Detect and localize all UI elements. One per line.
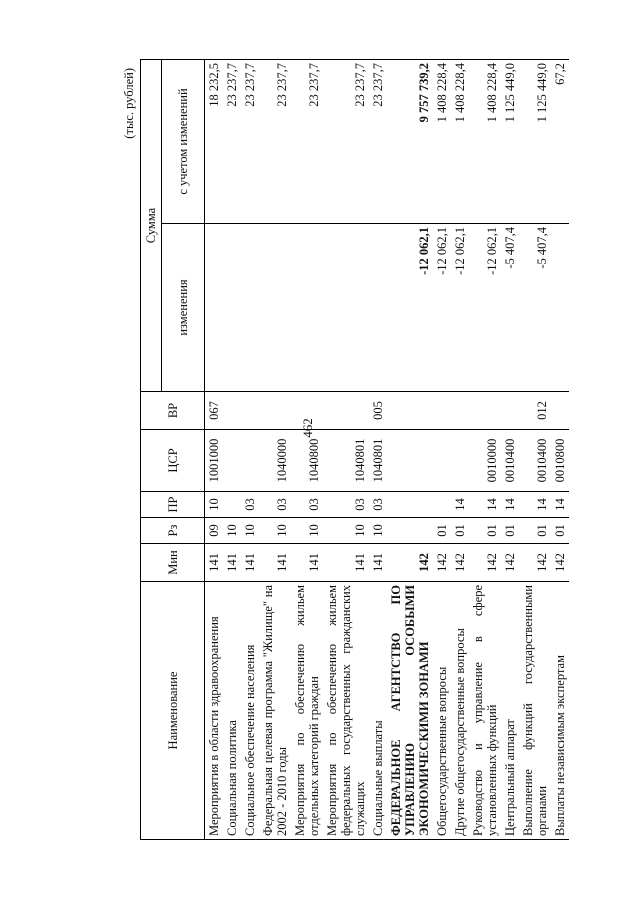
- row-changes: [323, 224, 369, 392]
- row-rz: 01: [501, 518, 519, 544]
- row-rz: 10: [223, 518, 241, 544]
- row-changes: -5 407,4: [519, 224, 551, 392]
- row-pr: 10: [205, 492, 224, 518]
- row-pr: [223, 492, 241, 518]
- header-pr: ПР: [141, 492, 205, 518]
- header-rz: Рз: [141, 518, 205, 544]
- row-total: 1 408 228,4: [451, 60, 469, 224]
- table-row: [387, 60, 433, 840]
- row-name: Общегосударственные вопросы: [433, 582, 451, 840]
- table-row: [433, 60, 451, 840]
- row-total: 1 408 228,4: [469, 60, 501, 224]
- row-name: ФЕДЕРАЛЬНОЕ АГЕНТСТВО ПО УПРАВЛЕНИЮ ОСОБЫМИ ЭКОНОМИЧЕСКИМИ ЗОНАМИ: [387, 582, 433, 840]
- header-name: Наименование: [141, 582, 205, 840]
- units-label: (тыс. рублей): [122, 68, 136, 139]
- budget-table: [140, 59, 569, 840]
- row-vr: 067: [205, 392, 224, 430]
- row-name: Мероприятия в области здравоохранения: [205, 582, 224, 840]
- table-row: [551, 60, 569, 840]
- row-min: 141: [241, 544, 259, 582]
- row-total: 23 237,7: [259, 60, 291, 224]
- row-pr: 14: [519, 492, 551, 518]
- table-row: [469, 60, 501, 840]
- row-name: Руководство и управление в сфере установленных функций: [469, 582, 501, 840]
- row-csr: [451, 430, 469, 492]
- row-csr: 1001000: [205, 430, 224, 492]
- row-min: 141: [323, 544, 369, 582]
- row-min: 141: [205, 544, 224, 582]
- row-name: Федеральная целевая программа "Жилище" на 2002 - 2010 годы: [259, 582, 291, 840]
- row-vr: [433, 392, 451, 430]
- row-vr: [501, 392, 519, 430]
- row-total: 23 237,7: [241, 60, 259, 224]
- header-changes: изменения: [162, 224, 205, 392]
- row-rz: 10: [259, 518, 291, 544]
- row-pr: [387, 492, 433, 518]
- row-vr: [291, 392, 323, 430]
- row-csr: 1040801: [369, 430, 387, 492]
- header-with-changes: с учетом изменений: [162, 60, 205, 224]
- row-min: 142: [501, 544, 519, 582]
- row-name: Мероприятия по обеспечению жильем федеральных государственных гражданских служащих: [323, 582, 369, 840]
- row-name: Социальная политика: [223, 582, 241, 840]
- page-number: 462: [299, 418, 315, 438]
- row-min: 141: [259, 544, 291, 582]
- row-pr: 14: [469, 492, 501, 518]
- row-csr: 1040000: [259, 430, 291, 492]
- row-pr: 03: [323, 492, 369, 518]
- row-name: Социальное обеспечение населения: [241, 582, 259, 840]
- row-name: Другие общегосударственные вопросы: [451, 582, 469, 840]
- row-total: 1 125 449,0: [501, 60, 519, 224]
- table-row: [259, 60, 291, 840]
- row-vr: [223, 392, 241, 430]
- row-csr: [387, 430, 433, 492]
- table-row: [501, 60, 519, 840]
- row-changes: -12 062,1: [469, 224, 501, 392]
- row-csr: [433, 430, 451, 492]
- row-rz: 01: [433, 518, 451, 544]
- row-csr: 1040800: [291, 430, 323, 492]
- row-changes: [291, 224, 323, 392]
- table-row: [451, 60, 469, 840]
- row-changes: [551, 224, 569, 392]
- row-name: Выполнение функций государственными органами: [519, 582, 551, 840]
- row-vr: [241, 392, 259, 430]
- row-csr: [241, 430, 259, 492]
- rotated-document: [122, 60, 585, 840]
- row-min: 141: [291, 544, 323, 582]
- row-total: 23 237,7: [369, 60, 387, 224]
- row-changes: [241, 224, 259, 392]
- row-csr: 0010000: [469, 430, 501, 492]
- row-pr: 03: [241, 492, 259, 518]
- row-changes: [259, 224, 291, 392]
- row-pr: 14: [451, 492, 469, 518]
- row-rz: 01: [451, 518, 469, 544]
- row-changes: -5 407,4: [501, 224, 519, 392]
- row-changes: -12 062,1: [387, 224, 433, 392]
- row-pr: [433, 492, 451, 518]
- row-name: Центральный аппарат: [501, 582, 519, 840]
- row-total: 18 232,5: [205, 60, 224, 224]
- row-min: 142: [433, 544, 451, 582]
- row-rz: 10: [241, 518, 259, 544]
- row-rz: 01: [551, 518, 569, 544]
- row-pr: 14: [551, 492, 569, 518]
- row-rz: 01: [519, 518, 551, 544]
- row-name: Социальные выплаты: [369, 582, 387, 840]
- row-changes: -12 062,1: [433, 224, 451, 392]
- table-row: [205, 60, 224, 840]
- row-min: 141: [369, 544, 387, 582]
- row-total: 23 237,7: [223, 60, 241, 224]
- row-vr: [551, 392, 569, 430]
- row-vr: 012: [519, 392, 551, 430]
- row-vr: [323, 392, 369, 430]
- row-rz: 10: [369, 518, 387, 544]
- row-pr: 03: [259, 492, 291, 518]
- row-min: 142: [469, 544, 501, 582]
- row-total: 23 237,7: [323, 60, 369, 224]
- row-vr: [387, 392, 433, 430]
- row-vr: [259, 392, 291, 430]
- row-csr: 0010400: [519, 430, 551, 492]
- row-changes: -12 062,1: [451, 224, 469, 392]
- row-pr: 03: [369, 492, 387, 518]
- row-min: 142: [519, 544, 551, 582]
- row-changes: [223, 224, 241, 392]
- row-min: 142: [551, 544, 569, 582]
- row-rz: 09: [205, 518, 224, 544]
- row-total: 1 125 449,0: [519, 60, 551, 224]
- row-csr: [223, 430, 241, 492]
- header-sum: Сумма: [141, 60, 162, 392]
- row-min: 142: [451, 544, 469, 582]
- row-total: 67,2: [551, 60, 569, 224]
- row-vr: [469, 392, 501, 430]
- row-total: 23 237,7: [291, 60, 323, 224]
- row-csr: 0010400: [501, 430, 519, 492]
- row-csr: 0010800: [551, 430, 569, 492]
- table-row: [519, 60, 551, 840]
- table-row: [223, 60, 241, 840]
- row-changes: [205, 224, 224, 392]
- table-row: [291, 60, 323, 840]
- row-total: 1 408 228,4: [433, 60, 451, 224]
- row-csr: 1040801: [323, 430, 369, 492]
- table-row: [369, 60, 387, 840]
- header-min: Мин: [141, 544, 205, 582]
- row-total: 9 757 739,2: [387, 60, 433, 224]
- row-rz: 01: [469, 518, 501, 544]
- row-min: 141: [223, 544, 241, 582]
- header-vr: ВР: [141, 392, 205, 430]
- header-csr: ЦСР: [141, 430, 205, 492]
- row-pr: 14: [501, 492, 519, 518]
- row-name: Мероприятия по обеспечению жильем отдельных категорий граждан: [291, 582, 323, 840]
- row-changes: [369, 224, 387, 392]
- row-vr: [451, 392, 469, 430]
- row-rz: 10: [291, 518, 323, 544]
- row-rz: [387, 518, 433, 544]
- row-min: 142: [387, 544, 433, 582]
- table-row: [241, 60, 259, 840]
- row-name: Выплаты независимым экспертам: [551, 582, 569, 840]
- row-vr: 005: [369, 392, 387, 430]
- row-pr: 03: [291, 492, 323, 518]
- table-row: [323, 60, 369, 840]
- row-rz: 10: [323, 518, 369, 544]
